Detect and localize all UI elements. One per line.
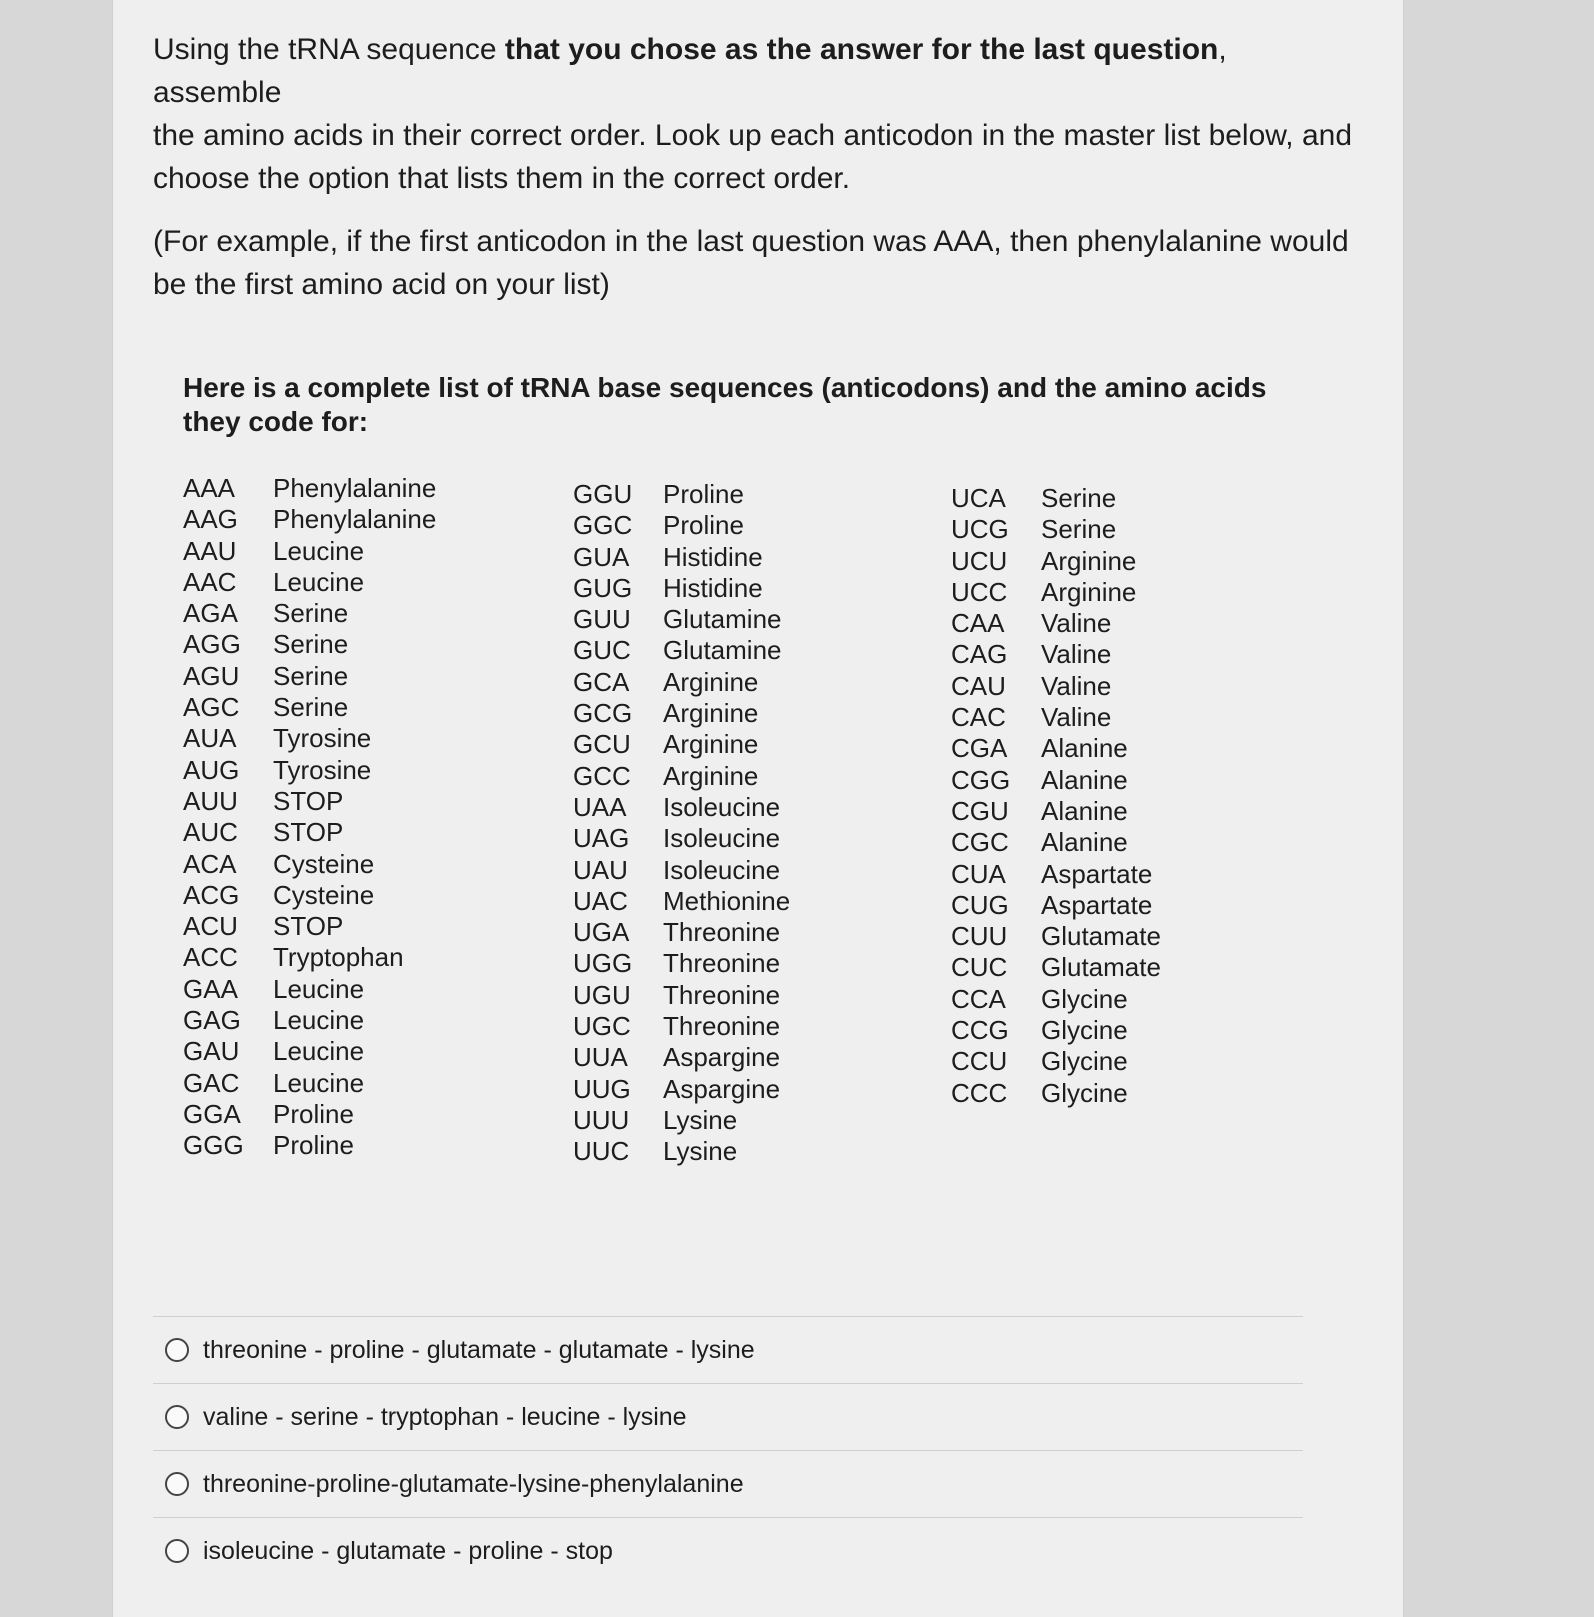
amino-acid: Alanine	[1041, 827, 1128, 858]
anticodon: AGC	[183, 692, 240, 723]
anticodon: GUA	[573, 541, 630, 572]
anticodon-row	[951, 1015, 1161, 1046]
anticodon: GAU	[183, 1036, 240, 1067]
anticodon: GAC	[183, 1067, 240, 1098]
anticodon: UCA	[951, 483, 1006, 513]
amino-acid: Arginine	[1041, 576, 1137, 607]
anticodon-row	[183, 880, 436, 911]
anticodon-row	[183, 817, 436, 848]
answer-options	[153, 1316, 1303, 1584]
anticodon: GGG	[183, 1130, 244, 1161]
option-label: isoleucine - glutamate - proline - stop	[203, 1536, 613, 1565]
anticodon: AUU	[183, 785, 238, 816]
answer-option-4[interactable]	[153, 1518, 1303, 1584]
amino-acid: STOP	[273, 785, 344, 816]
anticodon-row	[573, 1136, 790, 1167]
anticodon: UAG	[573, 823, 630, 854]
anticodon: UAU	[573, 854, 628, 885]
anticodon: UGA	[573, 917, 630, 948]
question-line: the amino acids in their correct order. Look up each anticodon in the master list below, and	[153, 119, 1353, 152]
anticodon: UCU	[951, 545, 1008, 576]
anticodon-row	[951, 514, 1161, 545]
amino-acid: Alanine	[1041, 733, 1128, 764]
anticodon-row	[951, 1046, 1161, 1077]
amino-acid: Proline	[663, 510, 744, 541]
anticodon-row	[951, 859, 1161, 890]
anticodon-row	[573, 823, 790, 854]
anticodon-row	[183, 598, 436, 629]
anticodon: UGU	[573, 979, 631, 1010]
anticodon: GUG	[573, 572, 633, 603]
amino-acid: Glutamine	[663, 635, 782, 666]
anticodon: GCG	[573, 698, 633, 729]
amino-acid: Glutamate	[1041, 952, 1161, 983]
amino-acid: STOP	[273, 817, 344, 848]
anticodon-row	[183, 536, 436, 567]
amino-acid: Tyrosine	[273, 754, 372, 785]
anticodon: ACC	[183, 942, 238, 973]
amino-acid: Arginine	[663, 666, 759, 697]
anticodon-row	[573, 667, 790, 698]
anticodon: ACU	[183, 911, 238, 942]
anticodon: AAA	[183, 473, 236, 503]
anticodon: AGU	[183, 660, 240, 691]
option-label: threonine-proline-glutamate-lysine-phenylalanine	[203, 1469, 744, 1498]
anticodon: ACG	[183, 879, 240, 910]
amino-acid: Threonine	[663, 1011, 781, 1042]
anticodon-row	[183, 974, 436, 1005]
anticodon: GUC	[573, 635, 631, 666]
anticodon: CGU	[951, 795, 1009, 826]
anticodon: UCG	[951, 514, 1009, 545]
anticodon: AUC	[183, 817, 238, 848]
anticodon-row	[183, 567, 436, 598]
amino-acid: Serine	[273, 660, 349, 691]
anticodon: CAC	[951, 702, 1006, 733]
anticodon: AAU	[183, 535, 237, 566]
amino-acid: Glycine	[1041, 1077, 1128, 1108]
amino-acid: Histidine	[663, 541, 763, 572]
amino-acid: Arginine	[663, 698, 759, 729]
anticodon-row	[183, 911, 436, 942]
question-line: Using the tRNA sequence that you chose as the answer for the last question, assemble	[153, 33, 1227, 109]
anticodon-row	[183, 661, 436, 692]
anticodon-row	[183, 1130, 436, 1161]
amino-acid: Threonine	[663, 979, 781, 1010]
answer-option-1[interactable]	[153, 1317, 1303, 1383]
anticodon-row	[951, 546, 1161, 577]
anticodon-row	[951, 639, 1161, 670]
amino-acid: Leucine	[273, 1005, 365, 1036]
anticodon-row	[951, 984, 1161, 1015]
anticodon-row	[183, 723, 436, 754]
anticodon-row	[573, 917, 790, 948]
anticodon-row	[183, 1005, 436, 1036]
anticodon-row	[573, 635, 790, 666]
amino-acid: Glycine	[1041, 983, 1128, 1014]
amino-acid: STOP	[273, 911, 344, 942]
anticodon-row	[573, 761, 790, 792]
amino-acid: Glutamate	[1041, 921, 1161, 952]
anticodon: AUG	[183, 754, 240, 785]
anticodon-column-2	[573, 479, 790, 1168]
anticodon-row	[573, 980, 790, 1011]
anticodon: CGA	[951, 733, 1008, 764]
anticodon: CUU	[951, 921, 1008, 952]
amino-acid: Histidine	[663, 572, 763, 603]
anticodon-row	[183, 629, 436, 660]
amino-acid: Serine	[1041, 483, 1117, 513]
amino-acid: Arginine	[1041, 545, 1137, 576]
anticodon: UAA	[573, 791, 627, 822]
example-line: (For example, if the first anticodon in the last question was AAA, then phenylalanine would	[153, 225, 1349, 258]
anticodon-row	[573, 948, 790, 979]
amino-acid: Aspartate	[1041, 858, 1153, 889]
anticodon: GCU	[573, 729, 631, 760]
answer-option-2[interactable]	[153, 1384, 1303, 1450]
anticodon-row	[951, 921, 1161, 952]
anticodon-row	[573, 729, 790, 760]
anticodon: CGG	[951, 764, 1011, 795]
anticodon: GUU	[573, 604, 631, 635]
anticodon: GGU	[573, 479, 633, 509]
anticodon: GGC	[573, 510, 633, 541]
anticodon: CUA	[951, 858, 1006, 889]
amino-acid: Aspartate	[1041, 889, 1153, 920]
anticodon-row	[573, 604, 790, 635]
radio-button[interactable]	[165, 1405, 189, 1429]
anticodon-row	[951, 952, 1161, 983]
anticodon-row	[573, 1074, 790, 1105]
amino-acid: Proline	[273, 1098, 354, 1129]
anticodon: CCA	[951, 983, 1006, 1014]
anticodon-row	[951, 733, 1161, 764]
anticodon-row	[573, 542, 790, 573]
amino-acid: Aspargine	[663, 1073, 781, 1104]
anticodon-row	[573, 1042, 790, 1073]
anticodon: CCC	[951, 1077, 1008, 1108]
anticodon-row	[183, 849, 436, 880]
anticodon: AGA	[183, 598, 238, 629]
anticodon-row	[573, 698, 790, 729]
anticodon-columns	[183, 473, 1303, 1193]
anticodon-row	[183, 1099, 436, 1130]
anticodon-row	[573, 479, 790, 510]
anticodon-row	[951, 577, 1161, 608]
amino-acid: Leucine	[273, 1036, 365, 1067]
anticodon-row	[951, 890, 1161, 921]
anticodon-list	[153, 355, 1303, 1260]
amino-acid: Tyrosine	[273, 723, 372, 754]
anticodon: CGC	[951, 827, 1009, 858]
amino-acid: Arginine	[663, 729, 759, 760]
amino-acid: Phenylalanine	[273, 504, 437, 535]
list-header: Here is a complete list of tRNA base sequences (anticodons) and the amino acids they code for:	[183, 372, 1267, 437]
anticodon: UGG	[573, 948, 633, 979]
anticodon: CAU	[951, 670, 1006, 701]
amino-acid: Alanine	[1041, 764, 1128, 795]
amino-acid: Leucine	[273, 566, 365, 597]
anticodon-row	[183, 504, 436, 535]
anticodon-row	[573, 1105, 790, 1136]
anticodon: UUU	[573, 1104, 630, 1135]
anticodon: CCU	[951, 1046, 1008, 1077]
amino-acid: Lysine	[663, 1136, 738, 1167]
anticodon: GCA	[573, 666, 630, 697]
anticodon-row	[183, 1068, 436, 1099]
amino-acid: Serine	[273, 629, 349, 660]
amino-acid: Proline	[273, 1130, 354, 1161]
anticodon: UUC	[573, 1136, 630, 1167]
anticodon-row	[951, 827, 1161, 858]
anticodon-row	[573, 792, 790, 823]
anticodon-row	[951, 671, 1161, 702]
anticodon: UUA	[573, 1042, 628, 1073]
radio-button[interactable]	[165, 1472, 189, 1496]
amino-acid: Cysteine	[273, 848, 375, 879]
amino-acid: Valine	[1041, 639, 1112, 670]
amino-acid: Leucine	[273, 535, 365, 566]
anticodon: UAC	[573, 885, 628, 916]
anticodon-row	[573, 855, 790, 886]
amino-acid: Threonine	[663, 948, 781, 979]
anticodon-row	[183, 942, 436, 973]
anticodon: CAA	[951, 608, 1005, 639]
anticodon-row	[183, 473, 436, 504]
amino-acid: Serine	[273, 692, 349, 723]
amino-acid: Valine	[1041, 702, 1112, 733]
anticodon-row	[183, 1036, 436, 1067]
amino-acid: Lysine	[663, 1104, 738, 1135]
amino-acid: Methionine	[663, 885, 791, 916]
anticodon: ACA	[183, 848, 237, 879]
anticodon: UUG	[573, 1073, 631, 1104]
amino-acid: Alanine	[1041, 795, 1128, 826]
anticodon-column-1	[183, 473, 436, 1162]
anticodon-row	[573, 573, 790, 604]
anticodon-row	[951, 796, 1161, 827]
amino-acid: Leucine	[273, 973, 365, 1004]
anticodon-row	[183, 692, 436, 723]
amino-acid: Proline	[663, 479, 744, 509]
amino-acid: Threonine	[663, 917, 781, 948]
option-label: threonine - proline - glutamate - glutamate - lysine	[203, 1335, 755, 1364]
option-label: valine - serine - tryptophan - leucine - lysine	[203, 1402, 687, 1431]
anticodon-row	[183, 755, 436, 786]
anticodon-row	[951, 702, 1161, 733]
question-line: choose the option that lists them in the correct order.	[153, 162, 851, 195]
amino-acid: Glutamine	[663, 604, 782, 635]
anticodon: UCC	[951, 576, 1008, 607]
anticodon: AAG	[183, 504, 238, 535]
anticodon-row	[573, 886, 790, 917]
anticodon: GGA	[183, 1098, 241, 1129]
anticodon: UGC	[573, 1011, 631, 1042]
anticodon: AAC	[183, 566, 237, 597]
amino-acid: Leucine	[273, 1067, 365, 1098]
anticodon: AGG	[183, 629, 241, 660]
anticodon: CUC	[951, 952, 1008, 983]
amino-acid: Serine	[1041, 514, 1117, 545]
anticodon-row	[951, 765, 1161, 796]
amino-acid: Phenylalanine	[273, 473, 437, 503]
quiz-page	[112, 0, 1404, 1617]
amino-acid: Serine	[273, 598, 349, 629]
anticodon: CAG	[951, 639, 1008, 670]
radio-button[interactable]	[165, 1338, 189, 1362]
anticodon: GCC	[573, 760, 631, 791]
radio-button[interactable]	[165, 1539, 189, 1563]
amino-acid: Isoleucine	[663, 854, 781, 885]
anticodon-column-3	[951, 483, 1161, 1109]
anticodon-row	[951, 1078, 1161, 1109]
amino-acid: Glycine	[1041, 1015, 1128, 1046]
amino-acid: Glycine	[1041, 1046, 1128, 1077]
amino-acid: Valine	[1041, 608, 1112, 639]
anticodon: CUG	[951, 889, 1009, 920]
anticodon-row	[573, 510, 790, 541]
amino-acid: Isoleucine	[663, 791, 781, 822]
amino-acid: Tryptophan	[273, 942, 404, 973]
anticodon: GAA	[183, 973, 238, 1004]
amino-acid: Valine	[1041, 670, 1112, 701]
amino-acid: Aspargine	[663, 1042, 781, 1073]
example-line: be the first amino acid on your list)	[153, 268, 610, 301]
amino-acid: Arginine	[663, 760, 759, 791]
amino-acid: Isoleucine	[663, 823, 781, 854]
anticodon: AUA	[183, 723, 237, 754]
anticodon-row	[951, 608, 1161, 639]
anticodon: CCG	[951, 1015, 1009, 1046]
amino-acid: Cysteine	[273, 879, 375, 910]
anticodon-row	[951, 483, 1161, 514]
anticodon-row	[573, 1011, 790, 1042]
question-text	[153, 28, 1353, 306]
anticodon: GAG	[183, 1005, 241, 1036]
anticodon-row	[183, 786, 436, 817]
answer-option-3[interactable]	[153, 1451, 1303, 1517]
